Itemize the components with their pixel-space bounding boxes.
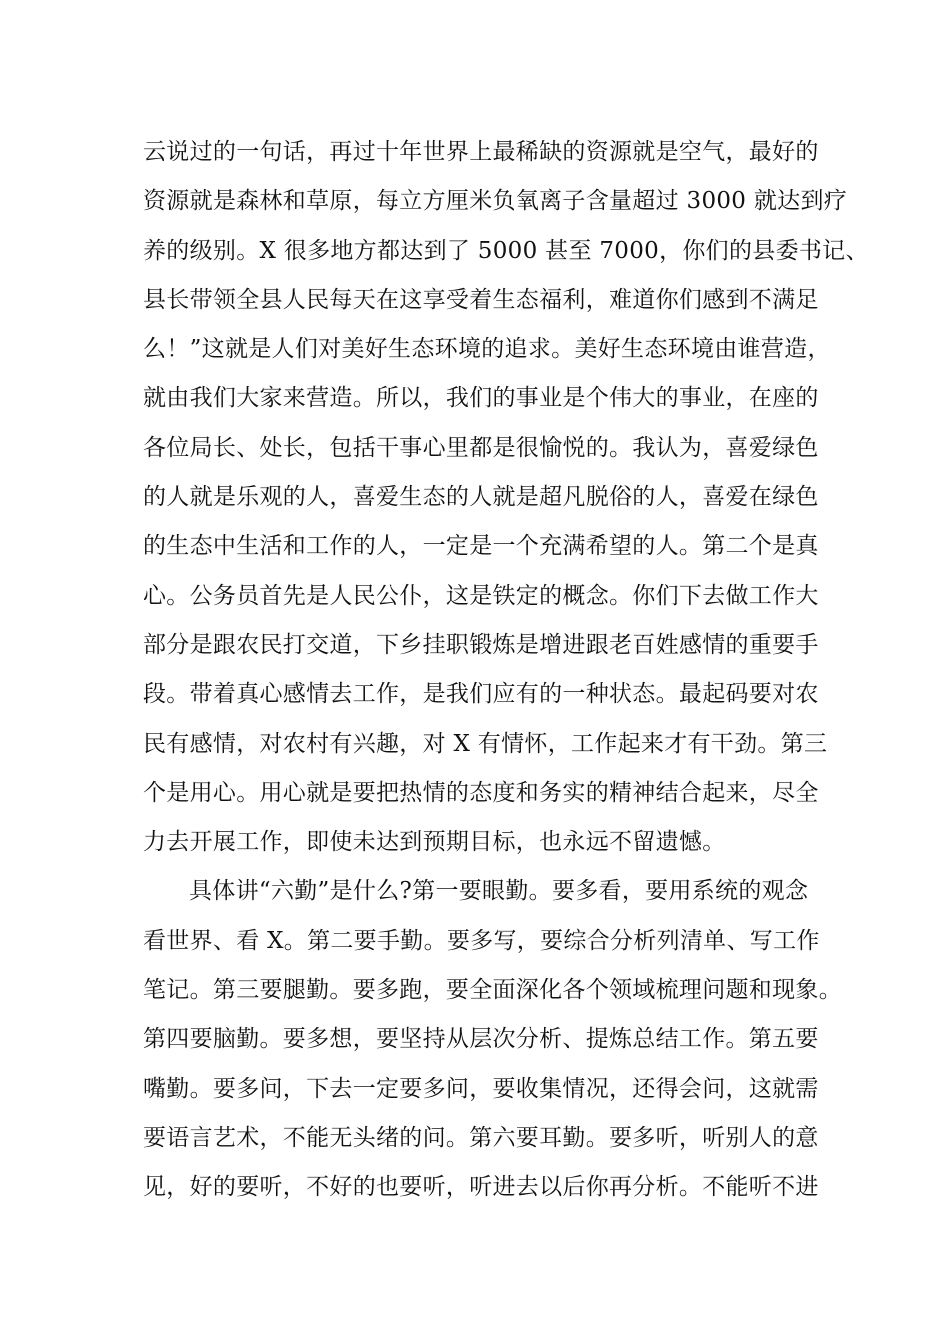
text-line: 县长带领全县人民每天在这享受着生态福利，难道你们感到不满足	[143, 286, 819, 313]
text-line: 云说过的一句话，再过十年世界上最稀缺的资源就是空气，最好的	[143, 139, 819, 165]
text-line: 的生态中生活和工作的人，一定是一个充满希望的人。第二个是真	[143, 533, 819, 560]
paragraph-start-line: 具体讲“六勤”是什么?第一要眼勤。要多看，要用系统的观念	[189, 878, 809, 905]
text-line: 各位局长、处长，包括干事心里都是很愉悦的。我认为，喜爱绿色	[143, 434, 819, 461]
text-line: 就由我们大家来营造。所以，我们的事业是个伟大的事业，在座的	[143, 385, 819, 412]
text-line: 部分是跟农民打交道，下乡挂职锻炼是增进跟老百姓感情的重要手	[143, 631, 819, 658]
text-line: 么！”这就是人们对美好生态环境的追求。美好生态环境由谁营造，	[143, 336, 831, 363]
text-line: 嘴勤。要多问，下去一定要多问，要收集情况，还得会问，这就需	[143, 1075, 819, 1102]
text-line: 第四要脑勤。要多想，要坚持从层次分析、提炼总结工作。第五要	[143, 1026, 819, 1053]
text-line: 养的级别。X 很多地方都达到了 5000 甚至 7000，你们的县委书记、	[143, 237, 869, 264]
text-line: 个是用心。用心就是要把热情的态度和务实的精神结合起来，尽全	[143, 779, 819, 806]
text-line: 资源就是森林和草原，每立方厘米负氧离子含量超过 3000 就达到疗	[143, 188, 848, 215]
text-line: 力去开展工作，即使未达到预期目标，也永远不留遗憾。	[143, 829, 726, 856]
text-line: 心。公务员首先是人民公仆，这是铁定的概念。你们下去做工作大	[143, 582, 819, 609]
text-line: 要语言艺术，不能无头绪的问。第六要耳勤。要多听，听别人的意	[143, 1124, 819, 1151]
text-line: 段。带着真心感情去工作，是我们应有的一种状态。最起码要对农	[143, 681, 819, 708]
text-line: 笔记。第三要腿勤。要多跑，要全面深化各个领域梳理问题和现象。	[143, 977, 842, 1004]
text-line: 看世界、看 X。第二要手勤。要多写，要综合分析列清单、写工作	[143, 927, 820, 954]
body-text	[143, 128, 869, 1213]
text-line: 民有感情，对农村有兴趣，对 X 有情怀，工作起来才有干劲。第三	[143, 730, 828, 757]
text-line: 的人就是乐观的人，喜爱生态的人就是超凡脱俗的人，喜爱在绿色	[143, 484, 819, 511]
text-line: 见，好的要听，不好的也要听，听进去以后你再分析。不能听不进	[143, 1174, 819, 1201]
